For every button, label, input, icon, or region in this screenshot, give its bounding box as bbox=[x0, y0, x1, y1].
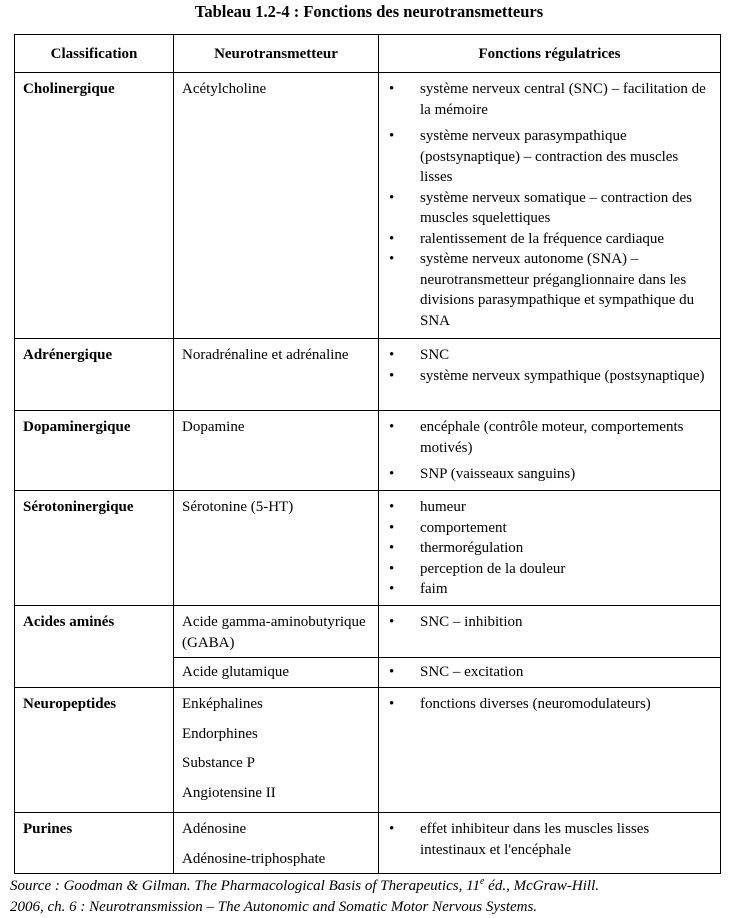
functions-cell bbox=[379, 411, 721, 491]
function-item: • système nerveux sympathique (postsynaptique) bbox=[389, 366, 712, 387]
classification-cell: Adrénergique bbox=[15, 339, 174, 411]
function-item: • système nerveux autonome (SNA) – neurotransmetteur préganglionnaire dans les divisions parasympathique et sympathique du SNA bbox=[389, 249, 712, 331]
source-line-1: Source : Goodman & Gilman. The Pharmacological Basis of Therapeutics, 11e éd., McGraw-Hill. bbox=[10, 876, 599, 894]
header-neurotransmitter: Neurotransmetteur bbox=[174, 35, 379, 73]
functions-cell bbox=[379, 688, 721, 813]
table-row-dopaminergic bbox=[15, 411, 721, 491]
function-item: • ralentissement de la fréquence cardiaque bbox=[389, 229, 712, 250]
function-item: • système nerveux somatique – contraction des muscles squelettiques bbox=[389, 188, 712, 229]
neurotransmitter-name: Noradrénaline et adrénaline bbox=[182, 347, 349, 363]
classification-cell: Purines bbox=[15, 813, 174, 874]
functions-list bbox=[389, 612, 712, 633]
functions-cell bbox=[379, 491, 721, 606]
function-item: • comportement bbox=[389, 518, 712, 539]
functions-list bbox=[389, 497, 712, 600]
neurotransmitter-table bbox=[14, 34, 721, 874]
function-item: • faim bbox=[389, 579, 712, 600]
table-title: Tableau 1.2-4 : Fonctions des neurotransmetteurs bbox=[194, 2, 544, 21]
neurotransmitter-name: Acétylcholine bbox=[182, 81, 267, 97]
function-item: • effet inhibiteur dans les muscles lisses intestinaux et l'encéphale bbox=[389, 819, 712, 860]
neurotransmitter-cell bbox=[174, 339, 379, 411]
table-row-amino-acids bbox=[15, 606, 721, 658]
function-item: • SNC – excitation bbox=[389, 662, 712, 683]
source-line-2: 2006, ch. 6 : Neurotransmission – The Autonomic and Somatic Motor Nervous Systems. bbox=[10, 899, 538, 915]
neurotransmitter-name: Angiotensine II bbox=[182, 784, 276, 801]
classification-cell: Dopaminergique bbox=[15, 411, 174, 491]
neurotransmitter-name: Endorphines bbox=[182, 725, 258, 742]
function-item: • SNC bbox=[389, 345, 712, 366]
neurotransmitter-cell bbox=[174, 411, 379, 491]
neurotransmitter-cell bbox=[174, 73, 379, 339]
table-row-cholinergic bbox=[15, 73, 721, 339]
source-citation bbox=[10, 871, 736, 918]
functions-cell bbox=[379, 606, 721, 658]
neurotransmitter-name: Acide glutamique bbox=[182, 664, 290, 680]
classification-cell: Cholinergique bbox=[15, 73, 174, 339]
functions-list bbox=[389, 694, 712, 715]
functions-cell bbox=[379, 339, 721, 411]
neurotransmitter-cell bbox=[174, 491, 379, 606]
function-item: • thermorégulation bbox=[389, 538, 712, 559]
functions-list bbox=[389, 662, 712, 683]
neurotransmitter-cell bbox=[174, 688, 379, 813]
function-item: • système nerveux central (SNC) – facilitation de la mémoire bbox=[389, 79, 712, 120]
function-item: • perception de la douleur bbox=[389, 559, 712, 580]
classification-cell: Neuropeptides bbox=[15, 688, 174, 813]
function-item: • humeur bbox=[389, 497, 712, 518]
header-functions: Fonctions régulatrices bbox=[379, 35, 721, 73]
neurotransmitter-name: Adénosine-triphosphate bbox=[182, 850, 326, 867]
neurotransmitter-name: Acide gamma-aminobutyrique (GABA) bbox=[182, 614, 366, 651]
header-classification: Classification bbox=[15, 35, 174, 73]
functions-list bbox=[389, 819, 712, 860]
functions-list bbox=[389, 345, 712, 386]
neurotransmitter-name: Substance P bbox=[182, 755, 255, 771]
neurotransmitter-name: Sérotonine (5-HT) bbox=[182, 499, 294, 515]
table-row-purines bbox=[15, 813, 721, 874]
functions-cell bbox=[379, 658, 721, 688]
neurotransmitter-name: Dopamine bbox=[182, 419, 245, 435]
table-row-neuropeptides bbox=[15, 688, 721, 813]
table-row-serotonergic bbox=[15, 491, 721, 606]
neurotransmitter-name: Enképhalines bbox=[182, 696, 263, 712]
functions-list bbox=[389, 79, 712, 331]
table-header-row bbox=[15, 35, 721, 73]
functions-cell bbox=[379, 73, 721, 339]
functions-list bbox=[389, 417, 712, 485]
classification-cell: Sérotoninergique bbox=[15, 491, 174, 606]
function-item: • SNC – inhibition bbox=[389, 612, 712, 633]
table-row-adrenergic bbox=[15, 339, 721, 411]
classification-cell: Acides aminés bbox=[15, 606, 174, 688]
function-item: • système nerveux parasympathique (postsynaptique) – contraction des muscles lisses bbox=[389, 126, 712, 188]
function-item: • SNP (vaisseaux sanguins) bbox=[389, 464, 712, 485]
neurotransmitter-cell bbox=[174, 606, 379, 658]
function-item: • fonctions diverses (neuromodulateurs) bbox=[389, 694, 712, 715]
neurotransmitter-cell bbox=[174, 658, 379, 688]
functions-cell bbox=[379, 813, 721, 874]
neurotransmitter-cell bbox=[174, 813, 379, 874]
neurotransmitter-name: Adénosine bbox=[182, 821, 247, 837]
function-item: • encéphale (contrôle moteur, comportements motivés) bbox=[389, 417, 712, 458]
